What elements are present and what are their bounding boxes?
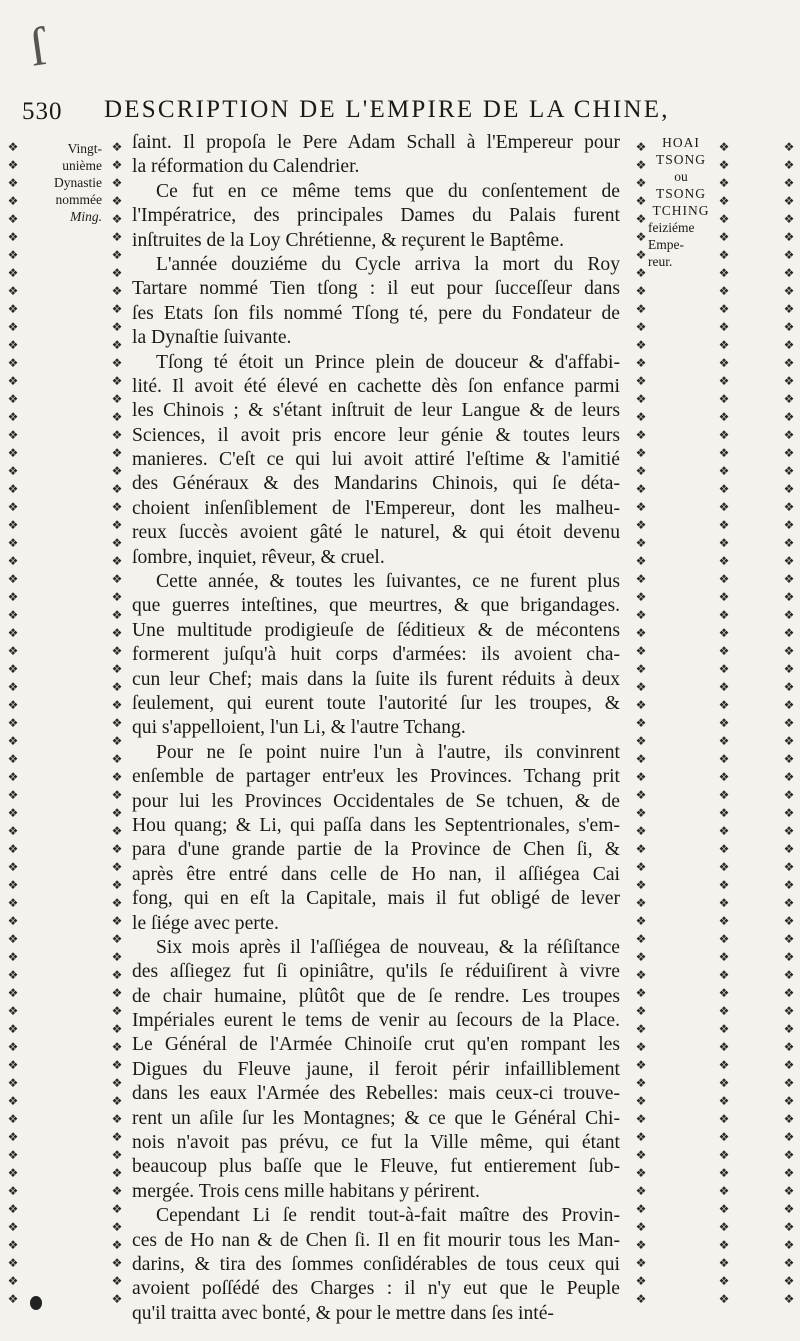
ornament-column-left-outer: ❖ ❖ ❖ ❖ ❖ ❖ ❖ ❖ ❖ ❖ ❖ ❖ ❖ ❖ ❖ ❖ ❖ ❖ ❖ ❖ ❖ ❖ ❖ ❖ ❖ ❖ ❖ ❖ ❖ ❖ ❖ ❖ ❖ ❖ ❖ ❖ ❖ ❖ ❖ ❖ ❖ ❖ ❖ ❖ ❖ ❖ ❖ ❖ ❖ ❖ ❖ ❖ ❖ ❖ ❖ ❖ ❖ ❖ ❖ ❖ ❖ ❖ ❖ ❖ ❖: [7, 140, 19, 1306]
text-line: darins, & tira des ſommes conſidérables de tous ceux qui: [132, 1253, 620, 1275]
text-line: rent un aſile ſur les Montagnes; & ce que le Général Chi-: [132, 1107, 620, 1129]
page-number: 530: [22, 98, 63, 125]
text-line: Ce fut en ce même tems que du conſentement de: [156, 180, 620, 202]
text-line: ſombre, inquiet, rêveur, & cruel.: [132, 546, 385, 568]
text-line: le ſiége avec perte.: [132, 912, 279, 934]
text-line: reux ſuccès avoient gâté le naturel, & qui étoit devenu: [132, 522, 620, 544]
text-line: dans les eaux l'Armée des Rebelles: mais ceux-ci trouve-: [132, 1083, 620, 1105]
text-line: l'Impératrice, des principales Dames du Palais furent: [132, 205, 620, 227]
text-line: qu'il traitta avec bonté, & pour le mettre dans ſes inté-: [132, 1302, 554, 1324]
text-line: la Dynaſtie ſuivante.: [132, 327, 292, 349]
text-line: Digues du Fleuve jaune, il feroit périr infailliblement: [132, 1058, 620, 1080]
text-line: L'année douziéme du Cycle arriva la mort du Roy: [156, 253, 620, 275]
text-line: enſemble de partager entr'eux les Provinces. Tchang prit: [132, 766, 620, 788]
text-line: ces de Ho nan & de Chen ſi. Il en fit mourir tous les Man-: [132, 1229, 620, 1251]
text-line: beaucoup plus baſſe que le Fleuve, fut entierement ſub-: [132, 1156, 620, 1178]
text-line: cun leur Chef; mais dans la ſuite ils furent réduits à deux: [132, 668, 620, 690]
text-line: formerent juſqu'à huit corps d'armées: ils avoient cha-: [132, 644, 620, 666]
text-line: la réformation du Calendrier.: [132, 156, 360, 178]
text-line: de chair humaine, plûtôt que de ſe rendre. Les troupes: [132, 985, 620, 1007]
text-line: Tſong té étoit un Prince plein de douceur & d'affabi-: [156, 351, 620, 373]
ornament-column-right-outer: ❖ ❖ ❖ ❖ ❖ ❖ ❖ ❖ ❖ ❖ ❖ ❖ ❖ ❖ ❖ ❖ ❖ ❖ ❖ ❖ ❖ ❖ ❖ ❖ ❖ ❖ ❖ ❖ ❖ ❖ ❖ ❖ ❖ ❖ ❖ ❖ ❖ ❖ ❖ ❖ ❖ ❖ ❖ ❖ ❖ ❖ ❖ ❖ ❖ ❖ ❖ ❖ ❖ ❖ ❖ ❖ ❖ ❖ ❖ ❖ ❖ ❖ ❖ ❖ ❖: [783, 140, 795, 1306]
margin-note-line: unième: [62, 158, 102, 173]
text-line: après être entré dans celle de Ho nan, il aſſiégea Cai: [132, 863, 620, 885]
ornament-column-right-middle: ❖ ❖ ❖ ❖ ❖ ❖ ❖ ❖ ❖ ❖ ❖ ❖ ❖ ❖ ❖ ❖ ❖ ❖ ❖ ❖ ❖ ❖ ❖ ❖ ❖ ❖ ❖ ❖ ❖ ❖ ❖ ❖ ❖ ❖ ❖ ❖ ❖ ❖ ❖ ❖ ❖ ❖ ❖ ❖ ❖ ❖ ❖ ❖ ❖ ❖ ❖ ❖ ❖ ❖ ❖ ❖ ❖ ❖ ❖ ❖ ❖ ❖ ❖ ❖ ❖: [718, 140, 730, 1306]
paragraph: [132, 131, 620, 180]
text-line: les Chinois ; & s'étant inſtruit de leur Langue & de leurs: [132, 400, 620, 422]
running-title: DESCRIPTION DE L'EMPIRE DE LA CHINE,: [104, 96, 670, 123]
text-line: Le Général de l'Armée Chinoiſe crut qu'en rompant les: [132, 1034, 620, 1056]
paragraph: [132, 741, 620, 936]
text-line: Hou quang; & Li, qui paſſa dans les Septentrionales, s'em-: [132, 814, 620, 836]
page-header: [22, 96, 782, 130]
ornament-dot: [30, 1296, 42, 1310]
margin-note-emperor: [648, 134, 714, 270]
margin-note-line: TCHING: [652, 203, 710, 218]
ornament-column-right-inner: ❖ ❖ ❖ ❖ ❖ ❖ ❖ ❖ ❖ ❖ ❖ ❖ ❖ ❖ ❖ ❖ ❖ ❖ ❖ ❖ ❖ ❖ ❖ ❖ ❖ ❖ ❖ ❖ ❖ ❖ ❖ ❖ ❖ ❖ ❖ ❖ ❖ ❖ ❖ ❖ ❖ ❖ ❖ ❖ ❖ ❖ ❖ ❖ ❖ ❖ ❖ ❖ ❖ ❖ ❖ ❖ ❖ ❖ ❖ ❖ ❖ ❖ ❖ ❖ ❖: [635, 140, 647, 1306]
margin-note-line: Dynastie: [54, 175, 102, 190]
margin-note-line: reur.: [648, 254, 673, 269]
text-line: fong, qui en eſt la Capitale, mais il fut obligé de lever: [132, 888, 620, 910]
text-line: Pour ne ſe point nuire l'un à l'autre, ils convinrent: [156, 741, 620, 763]
text-line: mergée. Trois cens mille habitans y périrent.: [132, 1180, 480, 1202]
text-line: Impériales eurent le tems de venir au ſecours de la Place.: [132, 1010, 620, 1032]
text-line: qui s'appelloient, l'un Li, & l'autre Tchang.: [132, 717, 466, 739]
text-line: ſeulement, qui eurent toute l'autorité ſur les troupes, &: [132, 692, 620, 714]
text-line: inſtruites de la Loy Chrétienne, & reçurent le Baptême.: [132, 229, 565, 251]
paragraph: [132, 351, 620, 571]
margin-note-line: Ming.: [70, 209, 102, 224]
paragraph: [132, 570, 620, 741]
paragraph: [132, 180, 620, 253]
paragraph: [132, 936, 620, 1204]
margin-note-line: HOAI: [662, 135, 700, 150]
margin-note-line: TSONG: [655, 186, 706, 201]
margin-note-line: nommée: [55, 192, 102, 207]
margin-note-line: ou: [674, 169, 688, 184]
paragraph: [132, 1204, 620, 1326]
margin-note-line: feiziéme: [648, 220, 695, 235]
margin-note-line: Vingt-: [67, 141, 102, 156]
margin-note-line: Empe-: [648, 237, 684, 252]
text-line: ſes Etats ſon fils nommé Tſong té, pere du Fondateur de: [132, 302, 620, 324]
margin-note-line: TSONG: [655, 152, 706, 167]
text-line: manieres. C'eſt ce qui lui avoit attiré l'eſtime & l'amitié: [132, 449, 620, 471]
text-line: Cependant Li ſe rendit tout-à-fait maître des Provin-: [156, 1205, 620, 1227]
text-line: avoient poſſédé des Charges : il n'y eut que le Peuple: [132, 1278, 620, 1300]
text-line: des aſſiegez fut ſi opiniâtre, qu'ils ſe réduiſirent à vivre: [132, 961, 620, 983]
text-line: que guerres inteſtines, que meurtres, & que brigandages.: [132, 595, 620, 617]
text-line: para d'une grande partie de la Province de Chen ſi, &: [132, 839, 620, 861]
text-line: Sciences, il avoit pris encore leur génie & toutes leurs: [132, 424, 620, 446]
text-line: Six mois après il l'aſſiégea de nouveau, & la réſiſtance: [156, 936, 620, 958]
text-line: lité. Il avoit été élevé en cachette dès ſon enfance parmi: [132, 375, 620, 397]
text-line: Cette année, & toutes les ſuivantes, ce ne furent plus: [156, 571, 620, 593]
margin-note-dynasty: [22, 140, 102, 225]
text-line: nois n'avoit pas prévu, ce fut la Ville même, qui étant: [132, 1132, 620, 1154]
body-text: [132, 131, 620, 1326]
ink-mark: ſ: [25, 16, 50, 78]
text-line: choient inſenſiblement de l'Empereur, dont les malheu-: [132, 497, 620, 519]
text-line: ſaint. Il propoſa le Pere Adam Schall à l'Empereur pour: [132, 132, 620, 153]
text-line: Tartare nommé Tien tſong : il eut pour ſucceſſeur dans: [132, 278, 620, 300]
ornament-column-left-inner: ❖ ❖ ❖ ❖ ❖ ❖ ❖ ❖ ❖ ❖ ❖ ❖ ❖ ❖ ❖ ❖ ❖ ❖ ❖ ❖ ❖ ❖ ❖ ❖ ❖ ❖ ❖ ❖ ❖ ❖ ❖ ❖ ❖ ❖ ❖ ❖ ❖ ❖ ❖ ❖ ❖ ❖ ❖ ❖ ❖ ❖ ❖ ❖ ❖ ❖ ❖ ❖ ❖ ❖ ❖ ❖ ❖ ❖ ❖ ❖ ❖ ❖ ❖ ❖ ❖: [111, 140, 123, 1306]
paragraph: [132, 253, 620, 351]
text-line: pour lui les Provinces Occidentales de Se tchuen, & de: [132, 790, 620, 812]
text-line: des Généraux & des Mandarins Chinois, qui ſe déta-: [132, 473, 620, 495]
text-line: Une multitude prodigieuſe de ſéditieux & de mécontens: [132, 619, 620, 641]
